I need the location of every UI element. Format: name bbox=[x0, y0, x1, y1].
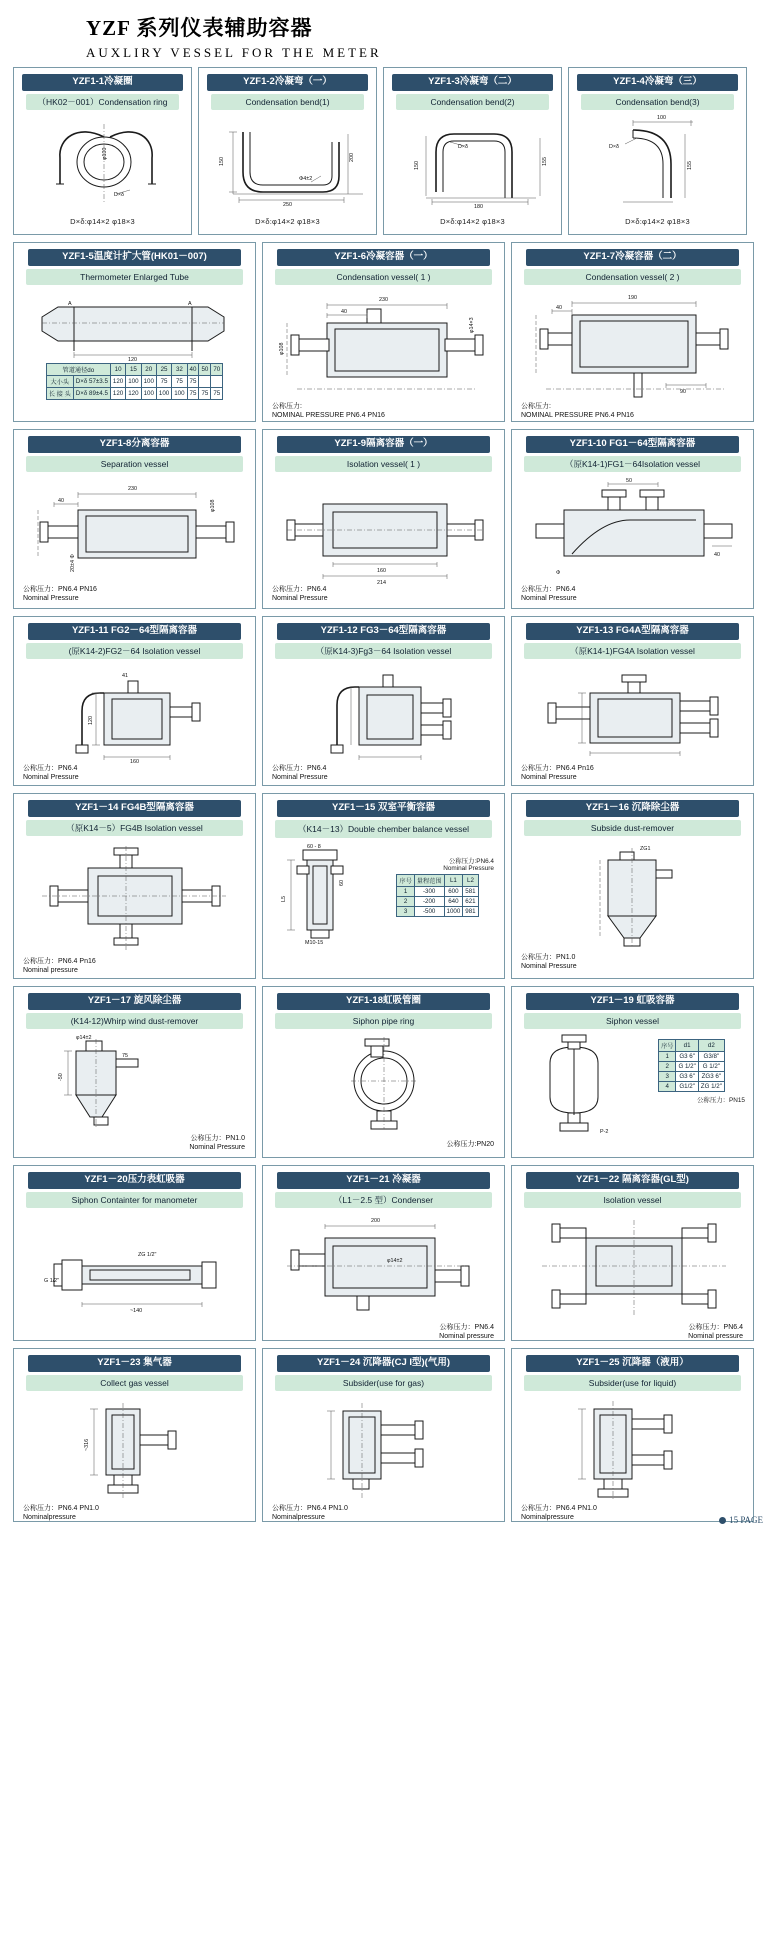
svg-text:155: 155 bbox=[687, 161, 693, 171]
svg-text:D×δ: D×δ bbox=[114, 192, 125, 199]
product-subtitle: Condensation vessel( 2 ) bbox=[524, 269, 741, 285]
svg-text:60: 60 bbox=[339, 880, 345, 887]
pressure-en: Nominal Pressure bbox=[23, 773, 79, 781]
product-cell-yzf1-9[interactable] bbox=[262, 429, 505, 609]
svg-text:60 - 8: 60 - 8 bbox=[307, 844, 321, 851]
table-cell: 3 bbox=[659, 1072, 676, 1082]
pressure-en: Nominal pressure bbox=[688, 1332, 743, 1340]
table-cell: 981 bbox=[463, 907, 478, 917]
product-subtitle: (原K14-2)FG2－64 Isolation vessel bbox=[26, 643, 243, 659]
product-tag: YZF1-9隔离容器（一） bbox=[277, 436, 490, 453]
table-cell: G3 6" bbox=[676, 1072, 698, 1082]
table-cell: 75 bbox=[172, 376, 187, 388]
pressure-note bbox=[516, 763, 749, 786]
table-cell: 120 bbox=[110, 376, 125, 388]
pressure-en: NOMINAL PRESSURE PN6.4 PN16 bbox=[521, 411, 634, 419]
svg-text:200: 200 bbox=[349, 153, 355, 163]
svg-text:40: 40 bbox=[556, 305, 562, 312]
svg-text:M10-15: M10-15 bbox=[305, 940, 324, 947]
product-subtitle: （K14－13）Double chember balance vessel bbox=[275, 820, 492, 838]
svg-text:Φ: Φ bbox=[556, 570, 561, 577]
pressure-cn: 公称压力：PN6.4 Pn16 bbox=[23, 958, 96, 966]
svg-text:120: 120 bbox=[128, 357, 137, 362]
svg-text:150: 150 bbox=[219, 157, 225, 167]
table-header-cell: 15 bbox=[126, 364, 141, 376]
pressure-note bbox=[18, 956, 251, 979]
pressure-en: Nominal Pressure bbox=[189, 1143, 245, 1151]
product-subtitle: （原K14-1)FG1－64Isolation vessel bbox=[524, 456, 741, 472]
product-cell-yzf1-4[interactable] bbox=[568, 67, 747, 235]
svg-text:40: 40 bbox=[714, 552, 720, 559]
table-cell bbox=[199, 376, 211, 388]
pressure-note bbox=[267, 763, 500, 786]
product-cell-yzf1-3[interactable] bbox=[383, 67, 562, 235]
product-cell-yzf1-24[interactable] bbox=[262, 1348, 505, 1522]
pressure-note bbox=[267, 1322, 500, 1341]
table-cell: 120 bbox=[110, 388, 125, 400]
balance-range-table bbox=[396, 874, 478, 917]
svg-text:180: 180 bbox=[474, 204, 483, 211]
product-tag: YZF1-12 FG3－64型隔离容器 bbox=[277, 623, 490, 640]
svg-text:160: 160 bbox=[130, 759, 139, 764]
table-cell: 120 bbox=[126, 388, 141, 400]
drawing-thermometer-tube bbox=[18, 289, 251, 361]
drawing-siphon-pipe-ring bbox=[267, 1033, 500, 1139]
pressure-cn: 公称压力：PN6.4 bbox=[272, 586, 327, 594]
svg-text:50: 50 bbox=[626, 478, 632, 485]
svg-text:D×δ: D×δ bbox=[458, 144, 469, 151]
table-cell: 75 bbox=[187, 376, 199, 388]
pressure-cn: 公称压力：PN1.0 bbox=[521, 954, 576, 962]
svg-text:P-2: P-2 bbox=[600, 1129, 609, 1136]
table-cell: 581 bbox=[463, 887, 478, 897]
svg-text:A: A bbox=[188, 301, 192, 308]
svg-text:41: 41 bbox=[122, 673, 128, 680]
pressure-cn: 公称压力：PN6.4 bbox=[688, 1324, 743, 1332]
pressure-note bbox=[18, 1331, 251, 1336]
product-tag: YZF1-18虹吸管圈 bbox=[277, 993, 490, 1010]
pressure-note bbox=[267, 1139, 500, 1153]
product-subtitle: （原K14－5）FG4B Isolation vessel bbox=[26, 820, 243, 836]
drawing-subsider-gas bbox=[267, 1395, 500, 1503]
table-cell: 1 bbox=[659, 1052, 676, 1062]
table-cell: 75 bbox=[199, 388, 211, 400]
drawing-fg3-64-isolation bbox=[267, 663, 500, 763]
table-cell: 100 bbox=[172, 388, 187, 400]
product-subtitle: Condensation bend(3) bbox=[581, 94, 734, 110]
pressure-en: Nominal pressure bbox=[439, 1332, 494, 1340]
table-cell: 4 bbox=[659, 1082, 676, 1092]
table-header-cell: 40 bbox=[187, 364, 199, 376]
table-cell: 2 bbox=[659, 1062, 676, 1072]
product-cell-yzf1-11[interactable] bbox=[13, 616, 256, 786]
drawing-collect-gas-vessel bbox=[18, 1395, 251, 1503]
table-cell: 1 bbox=[397, 887, 414, 897]
product-tag: YZF1－20压力表虹吸器 bbox=[28, 1172, 241, 1189]
svg-text:ZG1: ZG1 bbox=[640, 846, 651, 853]
product-tag: YZF1-8分离容器 bbox=[28, 436, 241, 453]
product-subtitle: Siphon Containter for manometer bbox=[26, 1192, 243, 1208]
svg-text:A: A bbox=[68, 301, 72, 308]
table-col-head: 管道通径do bbox=[46, 364, 110, 376]
product-tag: YZF1-7冷凝容器（二） bbox=[526, 249, 739, 266]
table-row bbox=[659, 1062, 725, 1072]
table-cell: -500 bbox=[414, 907, 444, 917]
dimension-note: D×δ:φ14×2 φ18×3 bbox=[255, 217, 320, 227]
drawing-subsider-liquid bbox=[516, 1395, 749, 1503]
pressure-note bbox=[18, 584, 251, 607]
product-tag: YZF1-4冷凝弯（三） bbox=[577, 74, 738, 91]
pressure-note bbox=[18, 763, 251, 786]
product-tag: YZF1-5温度计扩大管(HK01－007) bbox=[28, 249, 241, 266]
svg-text:φ108: φ108 bbox=[279, 342, 285, 356]
pressure-note bbox=[516, 1322, 749, 1341]
table-row bbox=[397, 887, 478, 897]
pressure-cn: 公称压力：PN1.0 bbox=[190, 1135, 245, 1143]
table-cell: 100 bbox=[141, 376, 156, 388]
table-cell: 1000 bbox=[444, 907, 463, 917]
product-tag: YZF1-11 FG2－64型隔离容器 bbox=[28, 623, 241, 640]
product-cell-yzf1-1[interactable] bbox=[13, 67, 192, 235]
product-cell-yzf1-16[interactable] bbox=[511, 793, 754, 979]
product-cell-yzf1-18[interactable] bbox=[262, 986, 505, 1158]
svg-text:200: 200 bbox=[371, 1218, 380, 1225]
table-cell: G 1/2" bbox=[676, 1062, 698, 1072]
drawing-condensation-vessel-1 bbox=[267, 289, 500, 401]
table-header-cell: 50 bbox=[199, 364, 211, 376]
product-tag: YZF1－16 沉降除尘器 bbox=[526, 800, 739, 817]
product-tag: YZF1-6冷凝容器（一） bbox=[277, 249, 490, 266]
pressure-en: Nominal pressure bbox=[23, 966, 78, 974]
svg-text:Φ4±2: Φ4±2 bbox=[299, 176, 313, 183]
table-header-cell: 70 bbox=[211, 364, 223, 376]
product-tag: YZF1-1冷凝圈 bbox=[22, 74, 183, 91]
pressure-cn: 公称压力：PN6.4 bbox=[439, 1324, 494, 1332]
product-subtitle: Thermometer Enlarged Tube bbox=[26, 269, 243, 285]
drawing-condensation-ring bbox=[18, 114, 187, 214]
product-subtitle: （原K14-1)FG4A Isolation vessel bbox=[524, 643, 741, 659]
table-cell: G3/8" bbox=[698, 1052, 724, 1062]
product-cell-yzf1-23[interactable] bbox=[13, 1348, 256, 1522]
product-cell-yzf1-15[interactable] bbox=[262, 793, 505, 979]
product-tag: YZF1-3冷凝弯（二） bbox=[392, 74, 553, 91]
table-cell: 621 bbox=[463, 897, 478, 907]
pressure-en: Nominalpressure bbox=[23, 1513, 76, 1521]
svg-text:230: 230 bbox=[128, 486, 137, 493]
table-row-sub: D×δ 57±3.5 bbox=[73, 376, 110, 388]
pressure-cn: 公称压力：PN6.4 bbox=[272, 765, 327, 773]
product-subtitle: Siphon vessel bbox=[524, 1013, 741, 1029]
svg-text:250: 250 bbox=[283, 202, 292, 209]
svg-text:120: 120 bbox=[88, 716, 94, 726]
product-subtitle: Isolation vessel bbox=[524, 1192, 741, 1208]
product-tag: YZF1－25 沉降器（液用） bbox=[526, 1355, 739, 1372]
table-cell: 100 bbox=[141, 388, 156, 400]
svg-text:φ100: φ100 bbox=[102, 147, 108, 161]
pressure-cn: 公称压力：PN6.4 bbox=[521, 586, 576, 594]
product-subtitle: (K14-12)Whirp wind dust-remover bbox=[26, 1013, 243, 1029]
table-row bbox=[46, 376, 222, 388]
pressure-en: NOMINAL PRESSURE PN6.4 PN16 bbox=[272, 411, 385, 419]
thermometer-table-wrap bbox=[18, 363, 251, 400]
svg-text:20±4 Φ: 20±4 Φ bbox=[70, 554, 76, 573]
table-cell: -200 bbox=[414, 897, 444, 907]
product-subtitle: Siphon pipe ring bbox=[275, 1013, 492, 1029]
pressure-note bbox=[267, 1503, 500, 1522]
pressure-cn: 公称压力：PN6.4 PN1.0 bbox=[272, 1505, 348, 1513]
product-tag: YZF1－23 集气器 bbox=[28, 1355, 241, 1372]
svg-text:~316: ~316 bbox=[84, 1438, 90, 1452]
product-cell-yzf1-25[interactable] bbox=[511, 1348, 754, 1522]
svg-text:230: 230 bbox=[379, 297, 388, 304]
product-subtitle: Isolation vessel( 1 ) bbox=[275, 456, 492, 472]
pressure-note bbox=[267, 401, 500, 422]
product-cell-yzf1-13[interactable] bbox=[511, 616, 754, 786]
table-row-sub: D×δ 89±4.5 bbox=[73, 388, 110, 400]
pressure-cn: 公称压力:PN20 bbox=[446, 1141, 494, 1149]
drawing-double-chamber-balance bbox=[267, 842, 500, 974]
product-subtitle: Condensation bend(1) bbox=[211, 94, 364, 110]
svg-text:160: 160 bbox=[377, 568, 386, 575]
svg-text:75: 75 bbox=[122, 1053, 128, 1060]
product-tag: YZF1－22 隔离容器(GL型) bbox=[526, 1172, 739, 1189]
svg-text:-50: -50 bbox=[58, 1073, 64, 1082]
dimension-note: D×δ:φ14×2 φ18×3 bbox=[625, 217, 690, 227]
drawing-isolation-vessel-1 bbox=[267, 476, 500, 584]
drawing-whirlwind-dust-remover bbox=[18, 1033, 251, 1133]
drawing-separation-vessel bbox=[18, 476, 251, 584]
product-subtitle: Collect gas vessel bbox=[26, 1375, 243, 1391]
table-header-cell: L1 bbox=[444, 875, 463, 887]
svg-text:40: 40 bbox=[341, 309, 347, 316]
product-tag: YZF1－19 虹吸容器 bbox=[526, 993, 739, 1010]
product-subtitle: （HK02－001）Condensation ring bbox=[26, 94, 179, 110]
pressure-en: Nominalpressure bbox=[272, 1513, 325, 1521]
drawing-siphon-vessel bbox=[516, 1033, 749, 1153]
product-cell-yzf1-7[interactable] bbox=[511, 242, 754, 422]
table-cell: 75 bbox=[187, 388, 199, 400]
table-header-cell: d2 bbox=[698, 1040, 724, 1052]
product-tag: YZF1-2冷凝弯（一） bbox=[207, 74, 368, 91]
table-cell: 100 bbox=[156, 388, 171, 400]
table-header-cell: 10 bbox=[110, 364, 125, 376]
product-tag: YZF1－14 FG4B型隔离容器 bbox=[28, 800, 241, 817]
pressure-cn: 公称压力:PN6.4 bbox=[448, 858, 494, 866]
product-cell-yzf1-20[interactable] bbox=[13, 1165, 256, 1341]
table-cell: 640 bbox=[444, 897, 463, 907]
product-cell-yzf1-14[interactable] bbox=[13, 793, 256, 979]
table-header-cell: d1 bbox=[676, 1040, 698, 1052]
table-row bbox=[397, 897, 478, 907]
dimension-note: D×δ:φ14×2 φ18×3 bbox=[70, 217, 135, 227]
pressure-cn: 公称压力：PN6.4 bbox=[23, 765, 78, 773]
table-cell: 75 bbox=[211, 388, 223, 400]
svg-text:214: 214 bbox=[377, 580, 386, 585]
product-subtitle: （L1－2.5 型）Condenser bbox=[275, 1192, 492, 1208]
drawing-condensation-bend-2 bbox=[388, 114, 557, 214]
product-grid bbox=[0, 67, 777, 1529]
pressure-cn: 公称压力：PN6.4 PN1.0 bbox=[521, 1505, 597, 1513]
page-header bbox=[0, 4, 777, 67]
drawing-condensation-vessel-2 bbox=[516, 289, 749, 401]
pressure-cn: 公称压力：PN6.4 PN16 bbox=[23, 586, 97, 594]
page-number bbox=[719, 1515, 763, 1525]
pressure-note bbox=[516, 952, 749, 975]
svg-text:φ108: φ108 bbox=[210, 499, 216, 513]
table-cell: 600 bbox=[444, 887, 463, 897]
table-cell: G1/2" bbox=[676, 1082, 698, 1092]
product-tag: YZF1－21 冷凝器 bbox=[277, 1172, 490, 1189]
table-header-cell: 序号 bbox=[659, 1040, 676, 1052]
svg-text:L5: L5 bbox=[281, 896, 287, 903]
svg-text:ZG 1/2": ZG 1/2" bbox=[138, 1252, 157, 1259]
drawing-fg1-64-isolation bbox=[516, 476, 749, 584]
svg-text:155: 155 bbox=[542, 157, 548, 167]
product-cell-yzf1-22[interactable] bbox=[511, 1165, 754, 1341]
drawing-fg4a-isolation bbox=[516, 663, 749, 763]
table-row bbox=[659, 1082, 725, 1092]
product-subtitle: Subsider(use for gas) bbox=[275, 1375, 492, 1391]
table-row bbox=[46, 388, 222, 400]
pressure-note bbox=[267, 584, 500, 607]
svg-text:G 1/2": G 1/2" bbox=[44, 1278, 60, 1285]
table-header-cell: L2 bbox=[463, 875, 478, 887]
dimension-note: D×δ:φ14×2 φ18×3 bbox=[440, 217, 505, 227]
product-subtitle: Subside dust-remover bbox=[524, 820, 741, 836]
pressure-en: Nominal Pressure bbox=[272, 594, 328, 602]
product-cell-yzf1-17[interactable] bbox=[13, 986, 256, 1158]
product-tag: YZF1－15 双室平衡容器 bbox=[277, 800, 490, 817]
page-bullet-icon bbox=[719, 1517, 726, 1524]
product-cell-yzf1-10[interactable] bbox=[511, 429, 754, 609]
page-title-cn: YZF 系列仪表辅助容器 bbox=[86, 16, 313, 40]
svg-text:150: 150 bbox=[414, 161, 420, 171]
drawing-condensation-bend-3 bbox=[573, 114, 742, 214]
pressure-cn: 公称压力: bbox=[521, 403, 551, 411]
product-subtitle: Subsider(use for liquid) bbox=[524, 1375, 741, 1391]
drawing-subside-dust-remover bbox=[516, 840, 749, 952]
svg-text:φ14±2: φ14±2 bbox=[387, 1258, 403, 1265]
product-cell-yzf1-2[interactable] bbox=[198, 67, 377, 235]
product-subtitle: Condensation bend(2) bbox=[396, 94, 549, 110]
product-cell-yzf1-12[interactable] bbox=[262, 616, 505, 786]
product-cell-yzf1-6[interactable] bbox=[262, 242, 505, 422]
drawing-fg2-64-isolation bbox=[18, 663, 251, 763]
pressure-cn: 公称压力：PN15 bbox=[697, 1097, 745, 1105]
table-row bbox=[659, 1052, 725, 1062]
table-cell: -300 bbox=[414, 887, 444, 897]
drawing-siphon-container-manometer bbox=[18, 1212, 251, 1331]
drawing-condenser-l1-25 bbox=[267, 1212, 500, 1322]
product-cell-yzf1-19[interactable] bbox=[511, 986, 754, 1158]
pressure-en: Nominal Pressure bbox=[443, 865, 494, 873]
pressure-cn: 公称压力：PN6.4 Pn16 bbox=[521, 765, 594, 773]
pressure-note bbox=[18, 1133, 251, 1156]
drawing-gl-isolation-vessel bbox=[516, 1212, 749, 1322]
product-subtitle: Condensation vessel( 1 ) bbox=[275, 269, 492, 285]
pressure-note bbox=[18, 1503, 251, 1522]
pressure-en: Nominal Pressure bbox=[521, 594, 577, 602]
table-header-cell: 量程范围 bbox=[414, 875, 444, 887]
product-cell-yzf1-8[interactable] bbox=[13, 429, 256, 609]
svg-text:φ14±2: φ14±2 bbox=[76, 1035, 92, 1042]
page-title-en: AUXLIRY VESSEL FOR THE METER bbox=[86, 45, 382, 60]
table-header-cell: 序号 bbox=[397, 875, 414, 887]
product-tag: YZF1－24 沉降器(CJ I型)(气用) bbox=[277, 1355, 490, 1372]
table-row-label: 大小头 bbox=[46, 376, 73, 388]
table-cell: 3 bbox=[397, 907, 414, 917]
table-row-label: 长 接 头 bbox=[46, 388, 73, 400]
product-tag: YZF1－17 旋风除尘器 bbox=[28, 993, 241, 1010]
table-cell: ZG 1/2" bbox=[698, 1082, 724, 1092]
drawing-fg4b-isolation bbox=[18, 840, 251, 956]
svg-text:40: 40 bbox=[58, 498, 64, 505]
table-cell: 2 bbox=[397, 897, 414, 907]
table-header-cell: 32 bbox=[172, 364, 187, 376]
pressure-en: Nominalpressure bbox=[521, 1513, 574, 1521]
table-cell: 75 bbox=[156, 376, 171, 388]
table-cell: G 1/2" bbox=[698, 1062, 724, 1072]
table-cell: 100 bbox=[126, 376, 141, 388]
pressure-note bbox=[516, 584, 749, 607]
pressure-en: Nominal Pressure bbox=[272, 773, 328, 781]
svg-text:φ14×3: φ14×3 bbox=[469, 317, 475, 334]
table-header-cell: 25 bbox=[156, 364, 171, 376]
pressure-note bbox=[516, 401, 749, 422]
pressure-en: Nominal Pressure bbox=[23, 594, 79, 602]
product-subtitle: Separation vessel bbox=[26, 456, 243, 472]
thermometer-table bbox=[46, 363, 223, 400]
table-cell bbox=[211, 376, 223, 388]
siphon-dimension-table bbox=[658, 1039, 725, 1092]
svg-text:100: 100 bbox=[657, 115, 666, 122]
product-cell-yzf1-21[interactable] bbox=[262, 1165, 505, 1341]
drawing-condensation-bend-1 bbox=[203, 114, 372, 214]
svg-text:~140: ~140 bbox=[130, 1308, 143, 1315]
product-tag: YZF1-13 FG4A型隔离容器 bbox=[526, 623, 739, 640]
table-cell: ZG3 6" bbox=[698, 1072, 724, 1082]
pressure-note bbox=[516, 1503, 749, 1522]
pressure-en: Nominal Pressure bbox=[521, 773, 577, 781]
product-subtitle: （原K14-3)Fg3－64 Isolation vessel bbox=[275, 643, 492, 659]
svg-text:D×δ: D×δ bbox=[609, 144, 620, 151]
pressure-cn: 公称压力：PN6.4 PN1.0 bbox=[23, 1505, 99, 1513]
table-cell: G3 6" bbox=[676, 1052, 698, 1062]
page-number-label: 15 PAGE bbox=[729, 1515, 763, 1525]
table-header-cell: 20 bbox=[141, 364, 156, 376]
pressure-cn: 公称压力: bbox=[272, 403, 302, 411]
table-row bbox=[659, 1072, 725, 1082]
product-cell-yzf1-5[interactable] bbox=[13, 242, 256, 422]
table-row bbox=[397, 907, 478, 917]
svg-text:190: 190 bbox=[628, 295, 637, 302]
svg-text:90: 90 bbox=[680, 389, 686, 396]
product-tag: YZF1-10 FG1－64型隔离容器 bbox=[526, 436, 739, 453]
pressure-en: Nominal Pressure bbox=[521, 962, 577, 970]
